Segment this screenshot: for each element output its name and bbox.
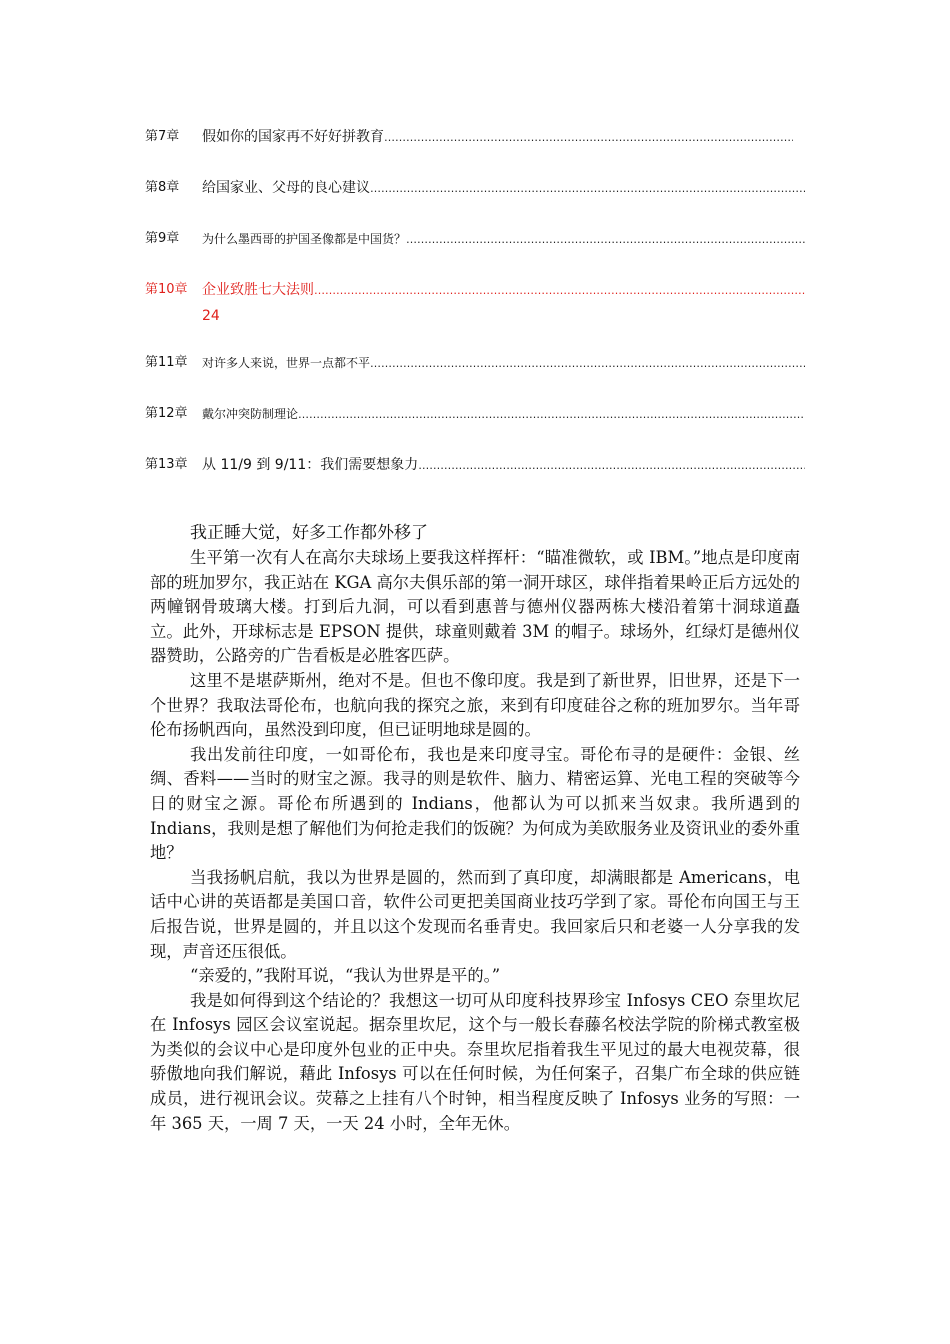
toc-chapter-title: 给国家业、父母的良心建议 (202, 180, 370, 196)
toc-chapter-title: 从 11/9 到 9/11：我们需要想象力 (202, 457, 419, 473)
article-paragraph: 生平第一次有人在高尔夫球场上要我这样挥杆：“瞄准微软，或 IBM。”地点是印度南部的班加罗尔，我正站在 KGA 高尔夫俱乐部的第一洞开球区，球伴指着果岭正后方远处的两幢钢骨玻璃大楼。打到后九洞，可以看到惠普与德州仪器两栋大楼沿着第十洞球道矗立。此外，开球标志是 EPSON 提供，球童则戴着 3M 的帽子。球场外，红绿灯是德州仪器赞助，公路旁的广告看板是必胜客匹萨。 (150, 548, 800, 666)
article-paragraph: 我出发前往印度，一如哥伦布，我也是来印度寻宝。哥伦布寻的是硬件：金银、丝绸、香料——当时的财宝之源。我寻的则是软件、脑力、精密运算、光电工程的突破等今日的财宝之源。哥伦布所遇到的 Indians，他都认为可以抓来当奴隶。我所遇到的 Indians，我则是想了解他们为何抢走我们的饭碗？为何成为美欧服务业及资讯业的委外重地？ (150, 744, 800, 863)
article-paragraph: 这里不是堪萨斯州，绝对不是。但也不像印度。我是到了新世界，旧世界，还是下一个世界？我取法哥伦布，也航向我的探究之旅，来到有印度硅谷之称的班加罗尔。当年哥伦布扬帆西向，虽然没到印度，但已证明地球是圆的。 (150, 670, 800, 740)
toc-page-number: 24 (202, 308, 220, 324)
toc-chapter-number: 第9章 (145, 231, 180, 246)
toc-chapter-number: 第12章 (145, 406, 188, 421)
toc-row-11[interactable] (145, 350, 805, 377)
toc-chapter-number: 第8章 (145, 180, 180, 195)
article-body (150, 520, 800, 1136)
toc-dot-leader (406, 227, 805, 253)
toc-dot-leader (384, 125, 793, 151)
toc-chapter-title: 对许多人来说，世界一点都不平 (202, 356, 371, 370)
toc-dot-leader (298, 402, 805, 428)
toc-row-9[interactable] (145, 226, 805, 253)
table-of-contents (145, 124, 805, 479)
toc-dot-leader (418, 453, 805, 479)
toc-chapter-title: 为什么墨西哥的护国圣像都是中国货？ (202, 232, 407, 246)
toc-dot-leader (314, 278, 805, 304)
toc-chapter-title: 企业致胜七大法则 (202, 282, 314, 298)
toc-row-10[interactable] (145, 277, 805, 328)
toc-chapter-title: 戴尔冲突防制理论 (202, 407, 299, 421)
article-paragraph: “亲爱的，”我附耳说，“我认为世界是平的。” (190, 966, 501, 986)
article-paragraph: 当我扬帆启航，我以为世界是圆的，然而到了真印度，却满眼都是 Americans，电话中心讲的英语都是美国口音，软件公司更把美国商业技巧学到了家。哥伦布向国王与王后报告说，世界是圆的，并且以这个发现而名垂青史。我回家后只和老婆一人分享我的发现，声音还压很低。 (150, 867, 800, 961)
article-paragraph: 我是如何得到这个结论的？我想这一切可从印度科技界珍宝 Infosys CEO 奈里坎尼在 Infosys 园区会议室说起。据奈里坎尼，这个与一般长春藤名校法学院的阶梯式教室极为类似的会议中心是印度外包业的正中央。奈里坎尼指着我生平见过的最大电视荧幕，很骄傲地向我们解说，藉此 Infosys 可以在任何时候，为任何案子，召集广布全球的供应链成员，进行视讯会议。荧幕之上挂有八个时钟，相当程度反映了 Infosys 业务的写照：一年 365 天，一周 7 天，一天 24 小时，全年无休。 (150, 990, 800, 1133)
toc-row-8[interactable] (145, 175, 805, 202)
toc-chapter-number: 第10章 (145, 282, 188, 297)
toc-chapter-number: 第7章 (145, 129, 180, 144)
toc-dot-leader (370, 176, 805, 202)
toc-chapter-title: 假如你的国家再不好好拼教育 (202, 129, 384, 145)
toc-dot-leader (370, 351, 805, 377)
toc-row-7[interactable] (145, 124, 805, 151)
toc-row-12[interactable] (145, 401, 805, 428)
article-heading: 我正睡大觉，好多工作都外移了 (190, 523, 428, 543)
toc-row-13[interactable] (145, 452, 805, 479)
toc-chapter-number: 第13章 (145, 457, 188, 472)
toc-chapter-number: 第11章 (145, 355, 188, 370)
